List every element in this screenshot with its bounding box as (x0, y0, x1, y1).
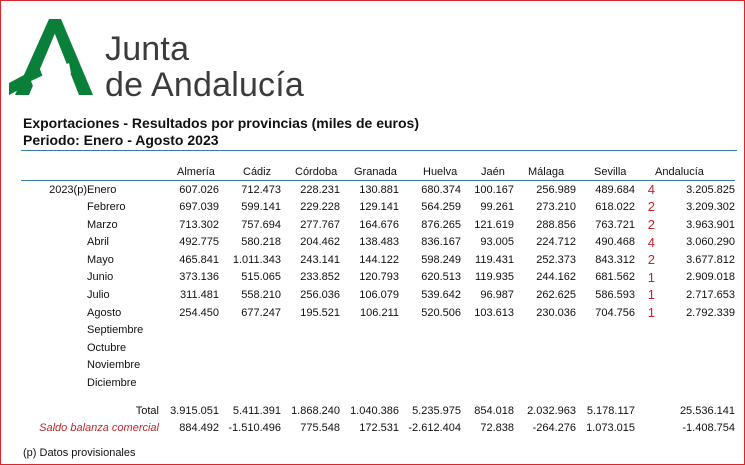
table-row (21, 321, 735, 339)
cell-cadiz: 515.065 (241, 271, 281, 284)
cell-huelva: 680.374 (399, 181, 461, 199)
cell-sevilla: 489.684 (576, 181, 635, 199)
cell-huelva (399, 321, 461, 339)
saldo-row (21, 419, 735, 437)
title-divider (21, 150, 737, 151)
cell-cordoba: 256.036 (300, 288, 340, 301)
table-row (21, 181, 735, 199)
cell-cadiz (219, 374, 281, 392)
month-label: Septiembre (87, 324, 144, 337)
saldo-label: Saldo balanza comercial (39, 422, 159, 435)
cell-jaen: 119.431 (475, 253, 514, 266)
junta-logo-icon (9, 15, 93, 99)
col-header-granada: Granada (354, 165, 397, 178)
rank-marker (635, 321, 655, 339)
cell-andalucia: 3.205.825 (655, 181, 735, 199)
cell-jaen: 119.935 (475, 271, 514, 284)
cell-almeria: 697.039 (179, 200, 219, 213)
cell-jaen: 93.005 (480, 236, 514, 249)
cell-sevilla: 618.022 (595, 200, 635, 213)
cell-malaga: 288.856 (536, 218, 576, 231)
rank-marker: 1 (647, 287, 655, 303)
cell-huelva: 876.265 (421, 218, 461, 231)
cell-andalucia: 3.677.812 (686, 253, 735, 266)
cell-malaga: 256.989 (514, 181, 576, 199)
cell-huelva: 539.642 (421, 288, 461, 301)
table-row (21, 251, 735, 269)
table-row (21, 374, 735, 392)
total-row (21, 402, 735, 420)
cell-almeria (159, 357, 219, 375)
total-malaga: 2.032.963 (527, 404, 576, 417)
cell-jaen: 96.987 (480, 288, 514, 301)
cell-granada: 106.211 (360, 306, 399, 319)
month-label: Marzo (87, 218, 118, 231)
footnote: (p) Datos provisionales (23, 447, 136, 459)
cell-huelva: 836.167 (421, 236, 461, 249)
cell-almeria (159, 321, 219, 339)
total-almeria: 3.915.051 (170, 404, 219, 417)
total-andalucia: 25.536.141 (679, 404, 735, 417)
cell-andalucia: 2.792.339 (686, 306, 735, 319)
cell-malaga (514, 357, 576, 375)
rank-marker: 1 (647, 305, 655, 321)
saldo-andalucia: -1.408.754 (682, 422, 735, 435)
cell-almeria: 492.775 (179, 236, 219, 249)
cell-malaga (514, 321, 576, 339)
cell-almeria: 465.841 (179, 253, 219, 266)
year-label: 2023(p) (21, 181, 87, 199)
cell-jaen (461, 339, 514, 357)
rank-marker (635, 339, 655, 357)
col-header-almeria: Almería (177, 165, 215, 178)
col-header-jaen: Jaén (481, 165, 505, 178)
cell-jaen: 99.261 (480, 200, 514, 213)
cell-cadiz (219, 357, 281, 375)
cell-cadiz (219, 339, 281, 357)
table-row (21, 304, 735, 322)
saldo-jaen: 72.838 (480, 422, 514, 435)
cell-almeria: 254.450 (179, 306, 219, 319)
cell-sevilla (576, 321, 635, 339)
cell-cadiz: 677.247 (241, 306, 281, 319)
month-label: Noviembre (87, 359, 141, 372)
report-period: Periodo: Enero - Agosto 2023 (23, 132, 219, 148)
cell-sevilla: 704.756 (595, 306, 635, 319)
cell-cadiz: 558.210 (241, 288, 281, 301)
table-row (21, 357, 735, 375)
table-row (21, 392, 735, 402)
cell-jaen: 100.167 (461, 181, 514, 199)
total-huelva: 5.235.975 (412, 404, 461, 417)
table-row (21, 198, 735, 216)
cell-malaga: 244.162 (536, 271, 576, 284)
junta-logo (9, 15, 309, 104)
total-cadiz: 5.411.391 (232, 404, 281, 417)
cell-granada: 106.079 (359, 288, 399, 301)
col-header-huelva: Huelva (423, 165, 458, 178)
cell-granada (340, 321, 399, 339)
table-row (21, 233, 735, 251)
total-label: Total (135, 404, 159, 417)
month-label: Enero (87, 181, 159, 199)
saldo-huelva: -2.612.404 (408, 422, 461, 435)
rank-marker: 4 (635, 181, 655, 199)
cell-cordoba: 195.521 (300, 306, 340, 319)
cell-huelva: 620.513 (421, 271, 461, 284)
table-row (21, 216, 735, 234)
cell-cadiz: 599.141 (241, 200, 281, 213)
cell-cordoba (281, 357, 340, 375)
cell-huelva (399, 339, 461, 357)
total-sevilla: 5.178.117 (586, 404, 635, 417)
cell-almeria (159, 374, 219, 392)
cell-jaen (461, 321, 514, 339)
logo-wordmark (105, 31, 304, 103)
cell-huelva: 564.259 (421, 200, 461, 213)
cell-andalucia: 3.963.901 (686, 218, 735, 231)
cell-malaga (514, 339, 576, 357)
total-granada: 1.040.386 (350, 404, 399, 417)
month-label: Abril (87, 236, 110, 249)
cell-granada: 120.793 (359, 271, 399, 284)
table-row (21, 339, 735, 357)
rank-marker: 2 (647, 217, 655, 233)
cell-cadiz: 757.694 (241, 218, 281, 231)
cell-huelva (399, 357, 461, 375)
cell-cordoba: 204.462 (300, 236, 340, 249)
cell-jaen (461, 357, 514, 375)
cell-almeria: 607.026 (159, 181, 219, 199)
cell-granada: 164.676 (359, 218, 399, 231)
table-header-row (21, 163, 735, 181)
cell-cadiz (219, 321, 281, 339)
cell-malaga: 252.373 (536, 253, 576, 266)
cell-cordoba: 228.231 (281, 181, 340, 199)
saldo-granada: 172.531 (359, 422, 399, 435)
cell-andalucia (655, 321, 735, 339)
cell-jaen: 103.613 (474, 306, 514, 319)
cell-sevilla: 843.312 (595, 253, 635, 266)
cell-malaga: 224.712 (536, 236, 576, 249)
col-header-sevilla: Sevilla (594, 165, 627, 178)
cell-granada: 130.881 (340, 181, 399, 199)
cell-cordoba: 243.141 (300, 253, 340, 266)
cell-cordoba: 277.767 (300, 218, 340, 231)
cell-cadiz: 580.218 (241, 236, 281, 249)
cell-cordoba (281, 374, 340, 392)
cell-granada (340, 339, 399, 357)
cell-jaen (461, 374, 514, 392)
month-label: Agosto (87, 306, 122, 319)
cell-andalucia: 3.209.302 (686, 200, 735, 213)
cell-cordoba: 229.228 (300, 200, 340, 213)
cell-andalucia: 2.909.018 (686, 271, 735, 284)
cell-andalucia (655, 339, 735, 357)
cell-almeria: 713.302 (179, 218, 219, 231)
rank-marker: 1 (647, 269, 655, 285)
cell-huelva: 598.249 (421, 253, 461, 266)
cell-sevilla: 586.593 (595, 288, 635, 301)
cell-huelva (399, 374, 461, 392)
cell-cordoba (281, 339, 340, 357)
cell-almeria: 311.481 (180, 288, 219, 301)
cell-sevilla: 763.721 (595, 218, 635, 231)
rank-marker: 4 (647, 234, 655, 250)
cell-andalucia (655, 374, 735, 392)
rank-marker (635, 357, 655, 375)
table-row (21, 286, 735, 304)
report-title: Exportaciones - Resultados por provincias (miles de euros) (23, 115, 419, 131)
month-label: Mayo (87, 253, 114, 266)
cell-granada: 144.122 (359, 253, 399, 266)
logo-line-2: de Andalucía (105, 66, 305, 104)
cell-sevilla (576, 374, 635, 392)
rank-marker: 2 (647, 199, 655, 215)
saldo-sevilla: 1.073.015 (586, 422, 635, 435)
exports-table (21, 163, 735, 437)
cell-sevilla (576, 339, 635, 357)
cell-granada (340, 357, 399, 375)
cell-malaga: 230.036 (536, 306, 576, 319)
month-label: Julio (87, 288, 110, 301)
cell-andalucia (655, 357, 735, 375)
total-cordoba: 1.868.240 (291, 404, 340, 417)
cell-sevilla (576, 357, 635, 375)
rank-marker (635, 374, 655, 392)
monthly-rows (21, 181, 735, 392)
month-label: Junio (87, 271, 114, 284)
cell-malaga: 273.210 (536, 200, 576, 213)
cell-malaga: 262.625 (536, 288, 576, 301)
cell-jaen: 121.619 (474, 218, 514, 231)
cell-granada: 129.141 (359, 200, 399, 213)
cell-cadiz: 712.473 (219, 181, 281, 199)
month-label: Octubre (87, 341, 127, 354)
cell-cordoba: 233.852 (300, 271, 340, 284)
cell-sevilla: 681.562 (595, 271, 635, 284)
logo-line-1: Junta (105, 30, 190, 68)
cell-andalucia: 2.717.653 (686, 288, 735, 301)
saldo-malaga: -264.276 (532, 422, 576, 435)
rank-marker: 2 (647, 252, 655, 268)
month-label: Febrero (87, 200, 126, 213)
saldo-cadiz: -1.510.496 (228, 422, 281, 435)
cell-sevilla: 490.468 (595, 236, 635, 249)
month-label: Diciembre (87, 376, 137, 389)
col-header-andalucia: Andalucía (655, 165, 704, 178)
col-header-malaga: Málaga (528, 165, 565, 178)
cell-granada (340, 374, 399, 392)
saldo-cordoba: 775.548 (300, 422, 340, 435)
saldo-almeria: 884.492 (179, 422, 219, 435)
cell-huelva: 520.506 (421, 306, 461, 319)
cell-granada: 138.483 (359, 236, 399, 249)
cell-malaga (514, 374, 576, 392)
cell-almeria: 373.136 (179, 271, 219, 284)
cell-andalucia: 3.060.290 (686, 236, 735, 249)
table-row (21, 269, 735, 287)
total-jaen: 854.018 (474, 404, 514, 417)
col-header-cordoba: Córdoba (295, 165, 338, 178)
col-header-cadiz: Cádiz (243, 165, 272, 178)
cell-cadiz: 1.011.343 (232, 253, 281, 266)
cell-cordoba (281, 321, 340, 339)
cell-almeria (159, 339, 219, 357)
